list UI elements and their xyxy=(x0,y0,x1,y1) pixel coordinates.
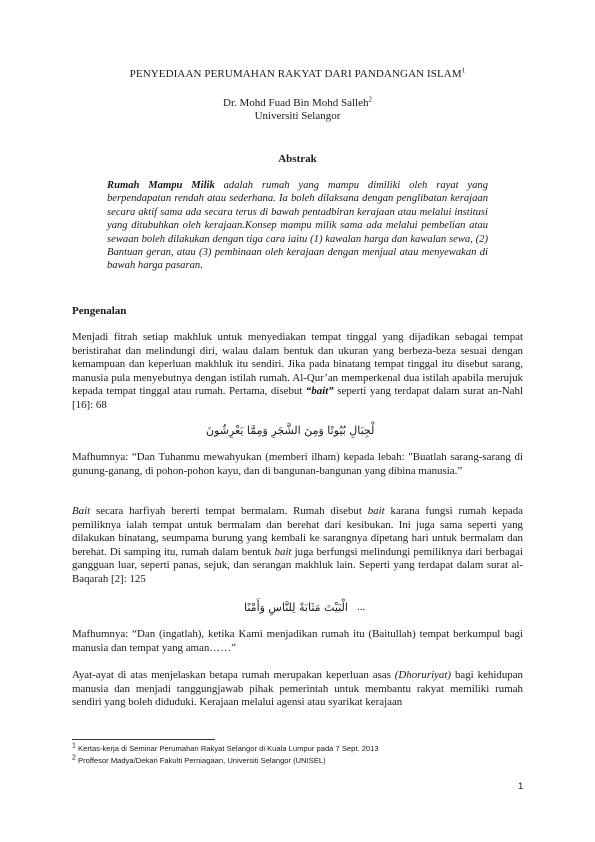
abstract-body xyxy=(107,179,488,273)
verse-ellipsis: ... xyxy=(357,601,366,613)
section-heading: Pengenalan xyxy=(72,305,127,317)
emphasis-bait: bait xyxy=(274,545,292,558)
footnote-number: 2 xyxy=(72,754,76,762)
footnote-text: Kertas-kerja di Seminar Perumahan Rakyat Selangor di Kuala Lumpur pada 7 Sept. 2013 xyxy=(78,744,379,753)
paragraph-bait xyxy=(72,505,523,587)
title-footnote-marker: 1 xyxy=(461,66,466,75)
author-name-text: Dr. Mohd Fuad Bin Mohd Salleh xyxy=(223,97,369,109)
paragraph-mafhum-2: Mafhumnya: “Dan (ingatlah), ketika Kami menjadikan rumah itu (Baitullah) tempat berkumpul bagi manusia dan tempat yang aman……” xyxy=(72,628,523,654)
paragraph-mafhum-1: Mafhumnya: “Dan Tuhanmu mewahyukan (memberi ilham) kepada lebah: "Buatlah sarang-sarang di gunung-ganang, di pohon-pohon kayu, dan di bangunan-bangunan yang dibina manusia.” xyxy=(72,451,523,477)
footnote-number: 1 xyxy=(72,742,76,750)
author-affiliation: Universiti Selangor xyxy=(254,110,341,122)
footnote-1 xyxy=(72,744,379,753)
abstract-text: adalah rumah yang mampu dimiliki oleh rayat yang berpendapatan rendah atau sederhana. Ia boleh dilaksana dengan penglibatan kerajaan secara aktif sama ada secara terus di bawah pentadbiran kerajaan atau melalui institusi yang ditubuhkan oleh kerajaan.Konsep mampu milik sama ada melalui pembelian atau sewaan boleh dilakukan dengan tiga cara iaitu (1) kawalan harga dan kawalan sewa, (2) Bantuan geran, atau (3) pembinaan oleh kerajaan dengan menjual atau menyewakan di bawah harga pasaran. xyxy=(107,180,489,272)
abstract-heading: Abstrak xyxy=(278,153,317,165)
paragraph-dhoruriyat xyxy=(72,669,523,710)
abstract-lead-term: Rumah Mampu Milik xyxy=(107,180,215,191)
paragraph-text: Menjadi fitrah setiap makhluk untuk menyediakan tempat tinggal yang dijadikan sebagai tempat beristirahat dan melindungi diri, walau dalam bentuk dan ukuran yang berbeza-beza sesuai dengan kemampuan dan keperluan makhluk itu sendiri. Jika pada binatang tempat tinggal itu disebut sarang, manusia pula menyebutnya dengan istilah rumah. Al-Qur’an memperkenal dua istilah apabila merujuk kepada tempat tinggal atau rumah. Pertama, disebut xyxy=(72,331,523,398)
emphasis-bait: bait xyxy=(367,505,385,517)
page-number: 1 xyxy=(518,781,524,792)
quran-verse-an-nahl: لْجِبَالِ بُيُوتًا وَمِنَ الشَّجَرِ وَمِمَّا يَعْرِشُونَ xyxy=(206,424,375,437)
paper-title-text: PENYEDIAAN PERUMAHAN RAKYAT DARI PANDANGAN ISLAM xyxy=(129,68,462,80)
quran-verse-al-baqarah: الْبَيْتَ مَثَابَةً لِلنَّاسِ وَأَمْنًا xyxy=(244,601,348,614)
footnote-2 xyxy=(72,756,326,765)
paragraph-text: seperti yang terdapat dalam surat an-Nahl [16]: 68 xyxy=(72,385,523,411)
paragraph-text: secara harfiyah bererti tempat bermalam. Rumah disebut xyxy=(90,505,368,517)
paragraph-text: juga berfungsi melindungi pemiliknya dari berbagai gangguan luar, seperti panas, sejuk, dan serangan makhluk lain. Seperti yang terdapat dalam surat al-Baqarah [2]: 125 xyxy=(72,545,523,585)
paragraph-intro xyxy=(72,331,523,413)
paragraph-text: bagi kehidupan manusia dan menjadi tanggungjawab pihak pemerintah untuk membantu rakyat memiliki rumah sendiri yang boleh diduduki. Kerajaan melalui agensi atau syarikat kerajaan xyxy=(72,669,523,709)
emphasis-bait: Bait xyxy=(72,505,91,517)
paragraph-text: karana fungsi rumah kepada pemiliknya ialah tempat untuk bermalam dan berehat dari kesibukan. Ini juga sama seperti yang dilakukan binatang, seumpama burung yang kembali ke sarangnya dipetang hari untuk bermalam dan berehat. Di samping itu, rumah dalam bentuk xyxy=(72,505,523,558)
paragraph-text: Ayat-ayat di atas menjelaskan betapa rumah merupakan keperluan asas xyxy=(72,669,395,681)
emphasis-dhoruriyat: (Dhoruriyat) xyxy=(394,669,452,681)
paper-title xyxy=(72,68,523,80)
author-footnote-marker: 2 xyxy=(368,95,372,104)
footnote-divider xyxy=(72,739,215,740)
emphasis-bait: “bait” xyxy=(305,385,334,398)
footnote-text: Proffesor Madya/Dekan Fakulti Perniagaan, Universiti Selangor (UNISEL) xyxy=(78,756,326,765)
author-name xyxy=(72,97,523,109)
